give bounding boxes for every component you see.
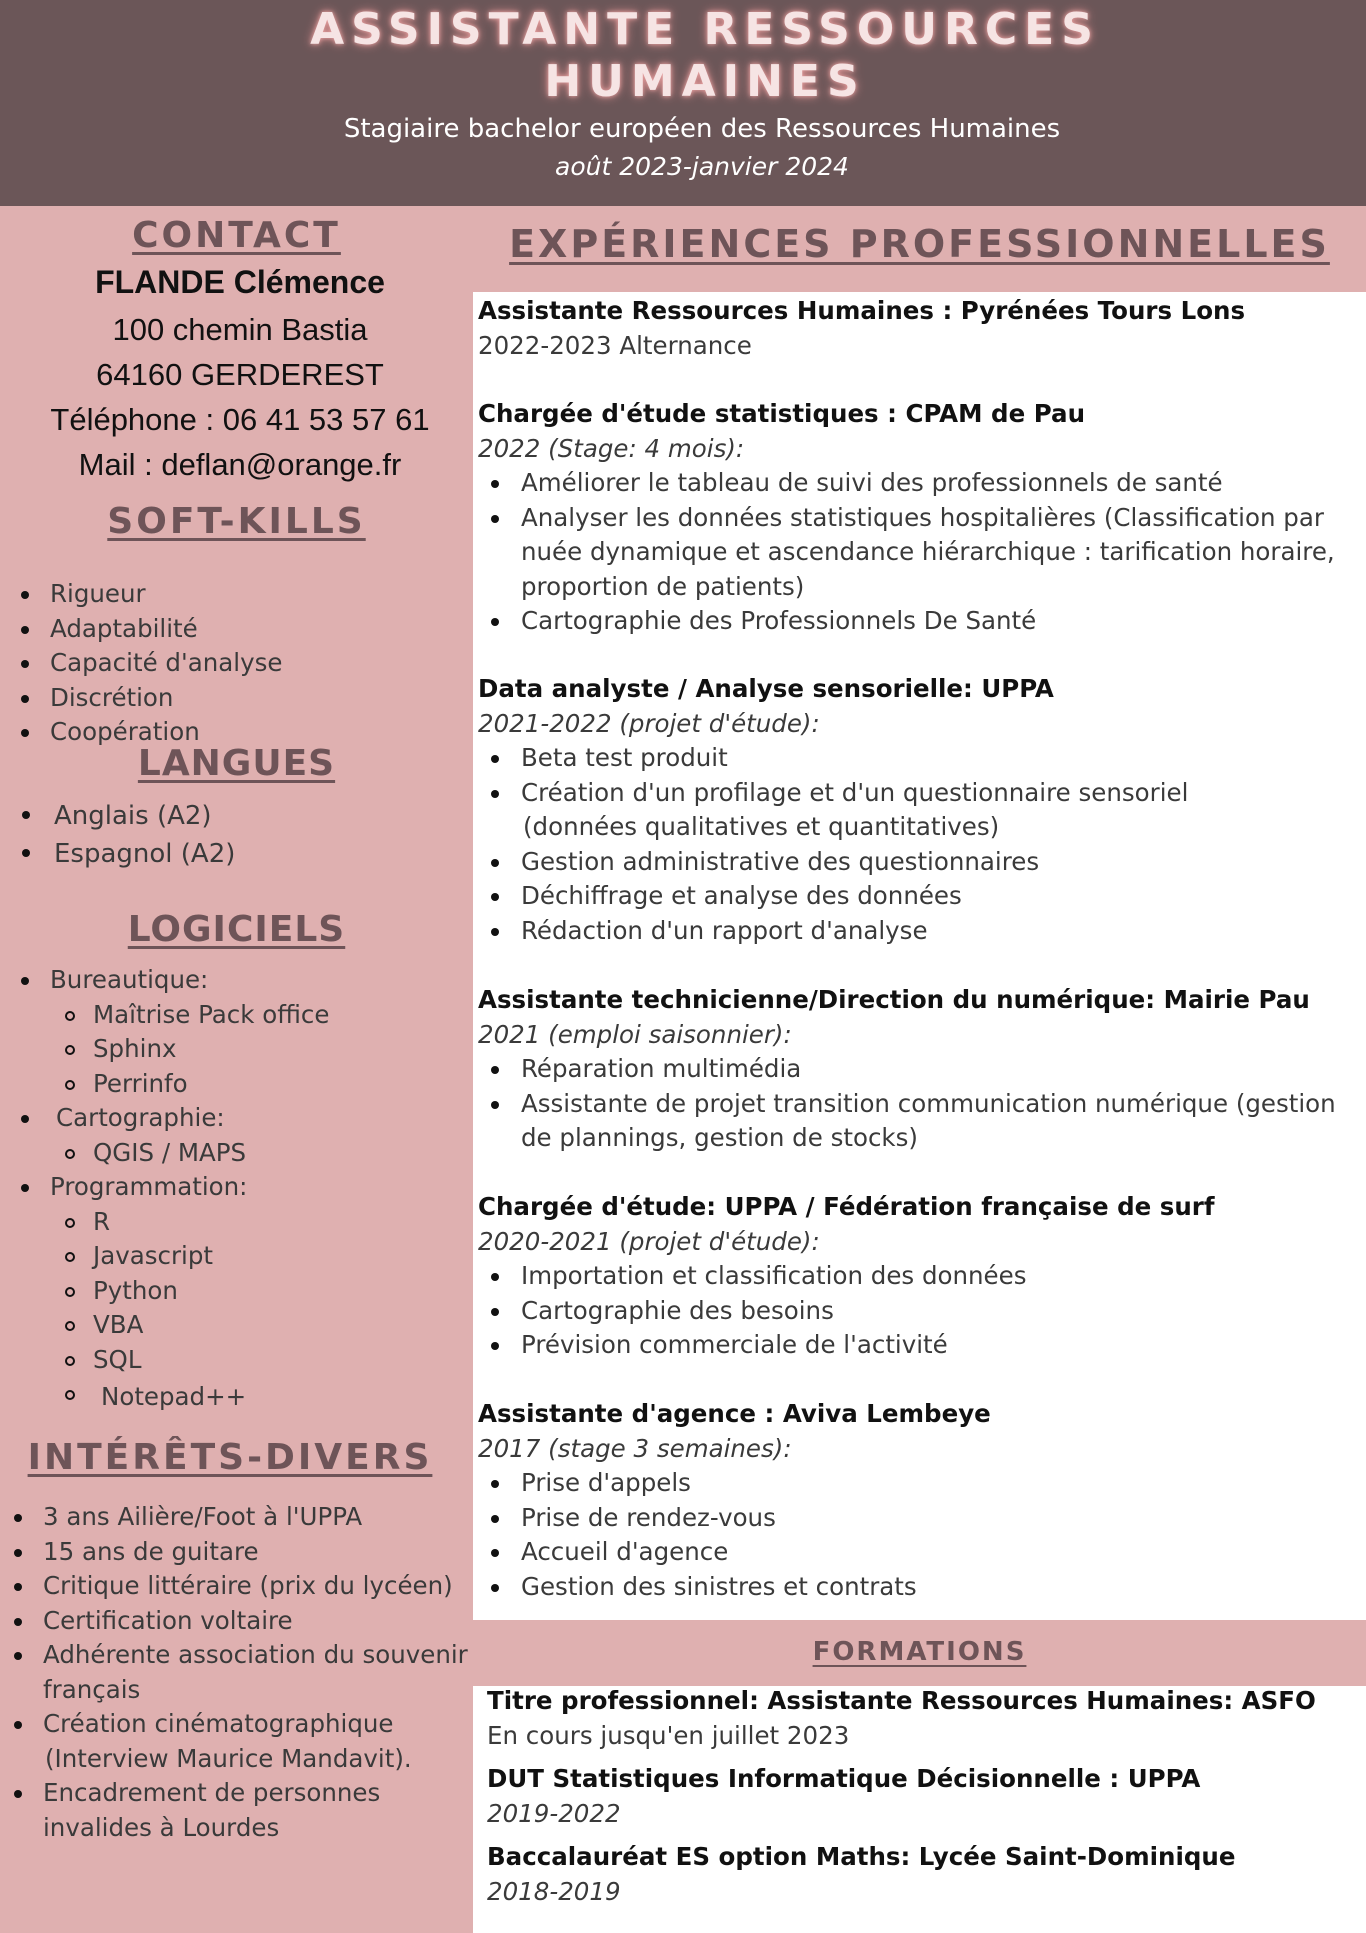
- soft-skills-title: SOFT-KILLS: [107, 501, 366, 542]
- page-dates: août 2023-janvier 2024: [555, 152, 849, 181]
- job-date: 2020-2021 (projet d'étude):: [478, 1226, 820, 1256]
- list-item: Création cinématographique: [14, 1707, 469, 1742]
- list-item: 3 ans Ailière/Foot à l'UPPA: [14, 1500, 469, 1535]
- job-title: Assistante technicienne/Direction du numérique: Mairie Pau: [478, 985, 1310, 1014]
- list-item: Javascript: [21, 1239, 329, 1274]
- job-date: 2022 (Stage: 4 mois):: [478, 433, 745, 463]
- list-item: Déchiffrage et analyse des données: [478, 879, 1188, 914]
- formation-date: En cours jusqu'en juillet 2023: [487, 1720, 850, 1750]
- contact-address-line2: 64160 GERDEREST: [96, 357, 384, 392]
- formation-entry: [487, 1762, 1200, 1831]
- list-item: Programmation:: [21, 1170, 329, 1205]
- list-item: Bureautique:: [21, 963, 329, 998]
- logiciels-list: [21, 963, 329, 1415]
- formation-title: Baccalauréat ES option Maths: Lycée Saint-Dominique: [487, 1842, 1236, 1871]
- list-item: Réparation multimédia: [478, 1052, 1338, 1087]
- contact-mail: Mail : deflan@orange.fr: [78, 447, 402, 482]
- list-item: Maîtrise Pack office: [21, 998, 329, 1033]
- list-item: R: [21, 1205, 329, 1240]
- page-title-line1: ASSISTANTE RESSOURCES: [310, 4, 1100, 55]
- list-item: Gestion des sinistres et contrats: [478, 1570, 991, 1605]
- job-date: 2021 (emploi saisonnier):: [478, 1019, 792, 1049]
- job-entry: [478, 1190, 1215, 1363]
- contact-address-line1: 100 chemin Bastia: [112, 312, 368, 347]
- list-item: Création d'un profilage et d'un questionnaire sensoriel: [478, 776, 1188, 811]
- job-title: Assistante Ressources Humaines : Pyrénées Tours Lons: [478, 296, 1246, 325]
- list-item: Encadrement de personnes invalides à Lourdes: [14, 1776, 469, 1845]
- list-item: VBA: [21, 1308, 329, 1343]
- job-entry: [478, 1397, 991, 1604]
- experiences-title: EXPÉRIENCES PROFESSIONNELLES: [509, 222, 1330, 266]
- list-item: Adhérente association du souvenir français: [14, 1638, 469, 1707]
- formation-entry: [487, 1684, 1316, 1753]
- formation-entry: [487, 1840, 1235, 1909]
- interets-title: INTÉRÊTS-DIVERS: [27, 1437, 433, 1478]
- job-date: 2017 (stage 3 semaines):: [478, 1433, 792, 1463]
- list-item: Accueil d'agence: [478, 1535, 991, 1570]
- job-title: Chargée d'étude: UPPA / Fédération française de surf: [478, 1192, 1215, 1221]
- page-subtitle: Stagiaire bachelor européen des Ressources Humaines: [343, 114, 1061, 144]
- job-title: Data analyste / Analyse sensorielle: UPPA: [478, 674, 1054, 703]
- list-item: Discrétion: [21, 681, 282, 716]
- list-item: Espagnol (A2): [22, 835, 235, 873]
- list-item: QGIS / MAPS: [21, 1136, 329, 1171]
- contact-phone: Téléphone : 06 41 53 57 61: [50, 402, 430, 437]
- header-banner: [0, 0, 1366, 206]
- job-date: 2022-2023 Alternance: [478, 330, 752, 360]
- job-bullets: [478, 466, 1366, 639]
- job-date: 2021-2022 (projet d'étude):: [478, 708, 820, 738]
- list-item: Gestion administrative des questionnaires: [478, 845, 1188, 880]
- formation-title: DUT Statistiques Informatique Décisionnelle : UPPA: [487, 1764, 1201, 1793]
- page-title-line2: HUMAINES: [544, 56, 866, 107]
- formation-date: 2019-2022: [487, 1798, 621, 1828]
- list-item: Coopération: [21, 715, 282, 750]
- soft-skills-list: [21, 577, 282, 750]
- list-item: Prise d'appels: [478, 1466, 991, 1501]
- list-item: Cartographie des Professionnels De Santé: [478, 604, 1366, 639]
- langues-title: LANGUES: [137, 743, 336, 784]
- formation-date: 2018-2019: [487, 1876, 621, 1906]
- job-bullets: [478, 741, 1188, 948]
- job-entry: [478, 983, 1338, 1156]
- job-bullets: [478, 1052, 1338, 1156]
- list-item: Critique littéraire (prix du lycéen): [14, 1569, 469, 1604]
- formation-title: Titre professionnel: Assistante Ressources Humaines: ASFO: [487, 1686, 1316, 1715]
- job-title: Assistante d'agence : Aviva Lembeye: [478, 1399, 991, 1428]
- list-item: Python: [21, 1274, 329, 1309]
- list-item: Perrinfo: [21, 1067, 329, 1102]
- list-item: Certification voltaire: [14, 1604, 469, 1639]
- list-item: Sphinx: [21, 1032, 329, 1067]
- list-item: Assistante de projet transition communication numérique (gestion de plannings, gestion de stocks): [478, 1087, 1338, 1156]
- list-item: Rédaction d'un rapport d'analyse: [478, 914, 1188, 949]
- list-item: Beta test produit: [478, 741, 1188, 776]
- langues-list: [22, 797, 235, 873]
- list-item: SQL: [21, 1343, 329, 1378]
- contact-title: CONTACT: [132, 215, 341, 256]
- list-item: Importation et classification des données: [478, 1259, 1215, 1294]
- list-item: Analyser les données statistiques hospitalières (Classification par nuée dynamique et ascendance hiérarchique : tarification horaire, proportion de patients): [478, 501, 1366, 605]
- interets-list: [14, 1500, 469, 1845]
- list-item: Améliorer le tableau de suivi des professionnels de santé: [478, 466, 1366, 501]
- list-item: (données qualitatives et quantitatives): [523, 812, 1000, 841]
- formations-title: FORMATIONS: [812, 1637, 1027, 1667]
- list-item: Cartographie:: [21, 1101, 329, 1136]
- logiciels-title: LOGICIELS: [127, 909, 346, 950]
- list-item: Notepad++: [21, 1377, 329, 1415]
- list-item: Prévision commerciale de l'activité: [478, 1328, 1215, 1363]
- list-item: (Interview Maurice Mandavit).: [45, 1743, 412, 1773]
- list-item: Cartographie des besoins: [478, 1294, 1215, 1329]
- list-item: Adaptabilité: [21, 612, 282, 647]
- job-title: Chargée d'étude statistiques : CPAM de Pau: [478, 399, 1086, 428]
- list-item: 15 ans de guitare: [14, 1535, 469, 1570]
- job-entry: [478, 397, 1366, 639]
- list-item: Prise de rendez-vous: [478, 1501, 991, 1536]
- list-item: Capacité d'analyse: [21, 646, 282, 681]
- job-bullets: [478, 1259, 1215, 1363]
- job-entry: [478, 294, 1245, 363]
- contact-name: FLANDE Clémence: [95, 264, 385, 300]
- list-item: Anglais (A2): [22, 797, 235, 835]
- list-item: Rigueur: [21, 577, 282, 612]
- job-bullets: [478, 1466, 991, 1604]
- job-entry: [478, 672, 1188, 948]
